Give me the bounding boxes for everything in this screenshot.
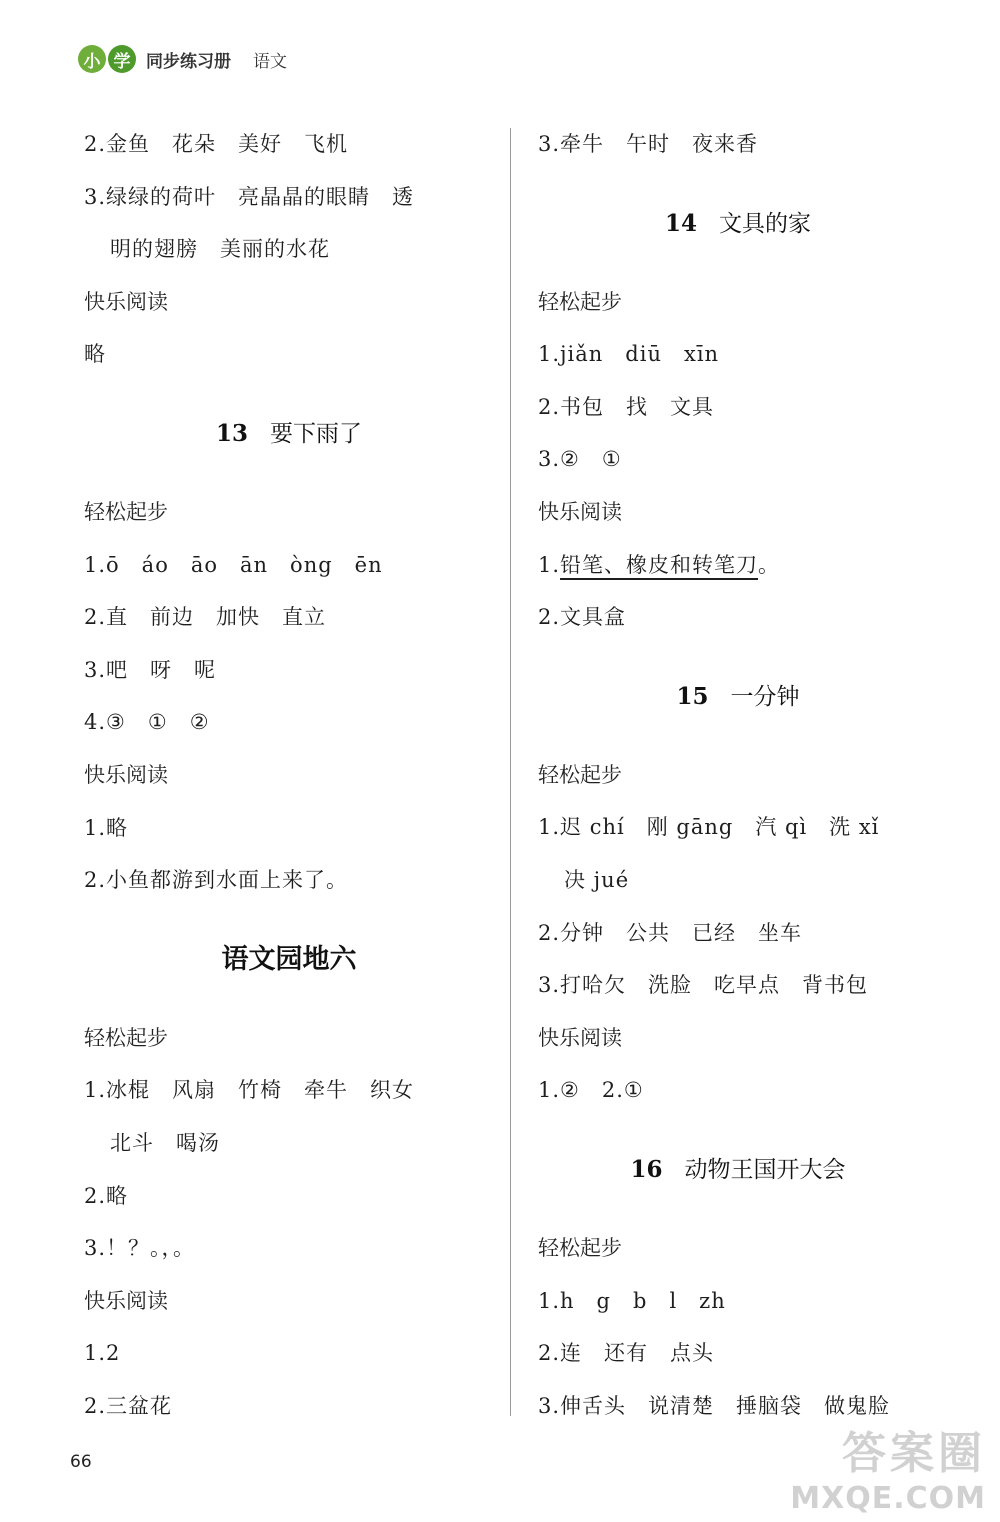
- section-heading: 轻松起步: [84, 1025, 168, 1050]
- answer-line: 3.牵牛 午时 夜来香: [538, 132, 759, 156]
- lesson-16-title: [538, 1117, 938, 1222]
- answer-line: 2.略: [84, 1183, 129, 1208]
- answer-line: [538, 539, 938, 592]
- answer-line: 2.小鱼都游到水面上来了。: [84, 868, 349, 893]
- answer-line: 1.ō áo āo ān òng ēn: [84, 552, 383, 577]
- section-heading: 轻松起步: [538, 1235, 622, 1260]
- answer-line: 明的翅膀 美丽的水花: [110, 237, 330, 262]
- watermark-logo: [790, 1417, 986, 1516]
- answer-line: 1.jiǎn diū xīn: [538, 342, 720, 367]
- lesson-number: 14: [664, 209, 697, 237]
- answer-line: 1.迟 chí 刚 gāng 汽 qì 洗 xǐ: [538, 815, 880, 840]
- page-header: [78, 42, 287, 76]
- section-heading: 快乐阅读: [84, 762, 168, 787]
- book-title: 同步练习册: [146, 51, 231, 72]
- answer-line: 略: [84, 342, 106, 367]
- watermark-url: MXQE.COM: [790, 1481, 986, 1516]
- watermark-text: 答案圈: [842, 1428, 986, 1479]
- section-heading: 快乐阅读: [84, 289, 168, 314]
- lesson-name: 动物王国开大会: [684, 1156, 846, 1183]
- badge-xiao: 小: [78, 45, 106, 73]
- left-column: [84, 118, 494, 1432]
- answer-line: 4.③ ① ②: [84, 710, 210, 735]
- page-number: 66: [70, 1452, 92, 1472]
- answer-line: 3.吧 呀 呢: [84, 657, 217, 682]
- garden-six-title: 语文园地六: [221, 943, 357, 975]
- section-heading: 轻松起步: [538, 289, 622, 314]
- underlined-answer: 铅笔、橡皮和转笔刀: [560, 552, 759, 577]
- right-column: [538, 118, 938, 1432]
- answer-line: 3.打哈欠 洗脸 吃早点 背书包: [538, 973, 869, 998]
- answer-line: 2.金鱼 花朵 美好 飞机: [84, 132, 349, 156]
- lesson-15-title: [538, 644, 938, 749]
- lesson-number: 15: [676, 682, 709, 710]
- answer-line: 2.连 还有 点头: [538, 1341, 715, 1366]
- lesson-number: 13: [215, 419, 248, 447]
- lesson-13-title: [84, 381, 494, 486]
- subject-label: 语文: [253, 51, 287, 72]
- section-heading: 快乐阅读: [538, 1025, 622, 1050]
- answer-line: 2.文具盒: [538, 605, 627, 630]
- answer-line: 3.绿绿的荷叶 亮晶晶的眼睛 透: [84, 184, 415, 209]
- answer-prefix: 1.: [538, 552, 561, 577]
- answer-line: 3.！？。，。: [84, 1236, 196, 1261]
- badge-xue: 学: [108, 45, 136, 73]
- answer-suffix: 。: [758, 552, 781, 577]
- lesson-name: 要下雨了: [270, 420, 362, 447]
- column-divider: [510, 128, 511, 1416]
- section-heading: 快乐阅读: [538, 499, 622, 524]
- answer-line: 1.② 2.①: [538, 1078, 644, 1103]
- lesson-14-title: [538, 171, 938, 276]
- answer-line: 北斗 喝汤: [110, 1130, 220, 1155]
- answer-line: 2.三盆花: [84, 1393, 173, 1418]
- answer-line: 3.② ①: [538, 447, 622, 472]
- answer-line: 3.伸舌头 说清楚 捶脑袋 做鬼脸: [538, 1393, 891, 1418]
- section-heading: 轻松起步: [538, 762, 622, 787]
- section-heading: 轻松起步: [84, 499, 168, 524]
- answer-line: 2.直 前边 加快 直立: [84, 605, 327, 630]
- answer-line: 1.冰棍 风扇 竹椅 牵牛 织女: [84, 1078, 415, 1103]
- answer-line: 1.2: [84, 1341, 121, 1366]
- answer-line: 决 jué: [564, 867, 630, 892]
- lesson-name: 一分钟: [730, 683, 800, 710]
- answer-line: 2.分钟 公共 已经 坐车: [538, 920, 803, 945]
- answer-line: 1.略: [84, 815, 129, 840]
- answer-line: 2.书包 找 文具: [538, 394, 715, 419]
- answer-line: 1.h g b l zh: [538, 1288, 726, 1313]
- lesson-number: 16: [630, 1155, 663, 1183]
- section-heading: 快乐阅读: [84, 1288, 168, 1313]
- lesson-name: 文具的家: [719, 210, 811, 237]
